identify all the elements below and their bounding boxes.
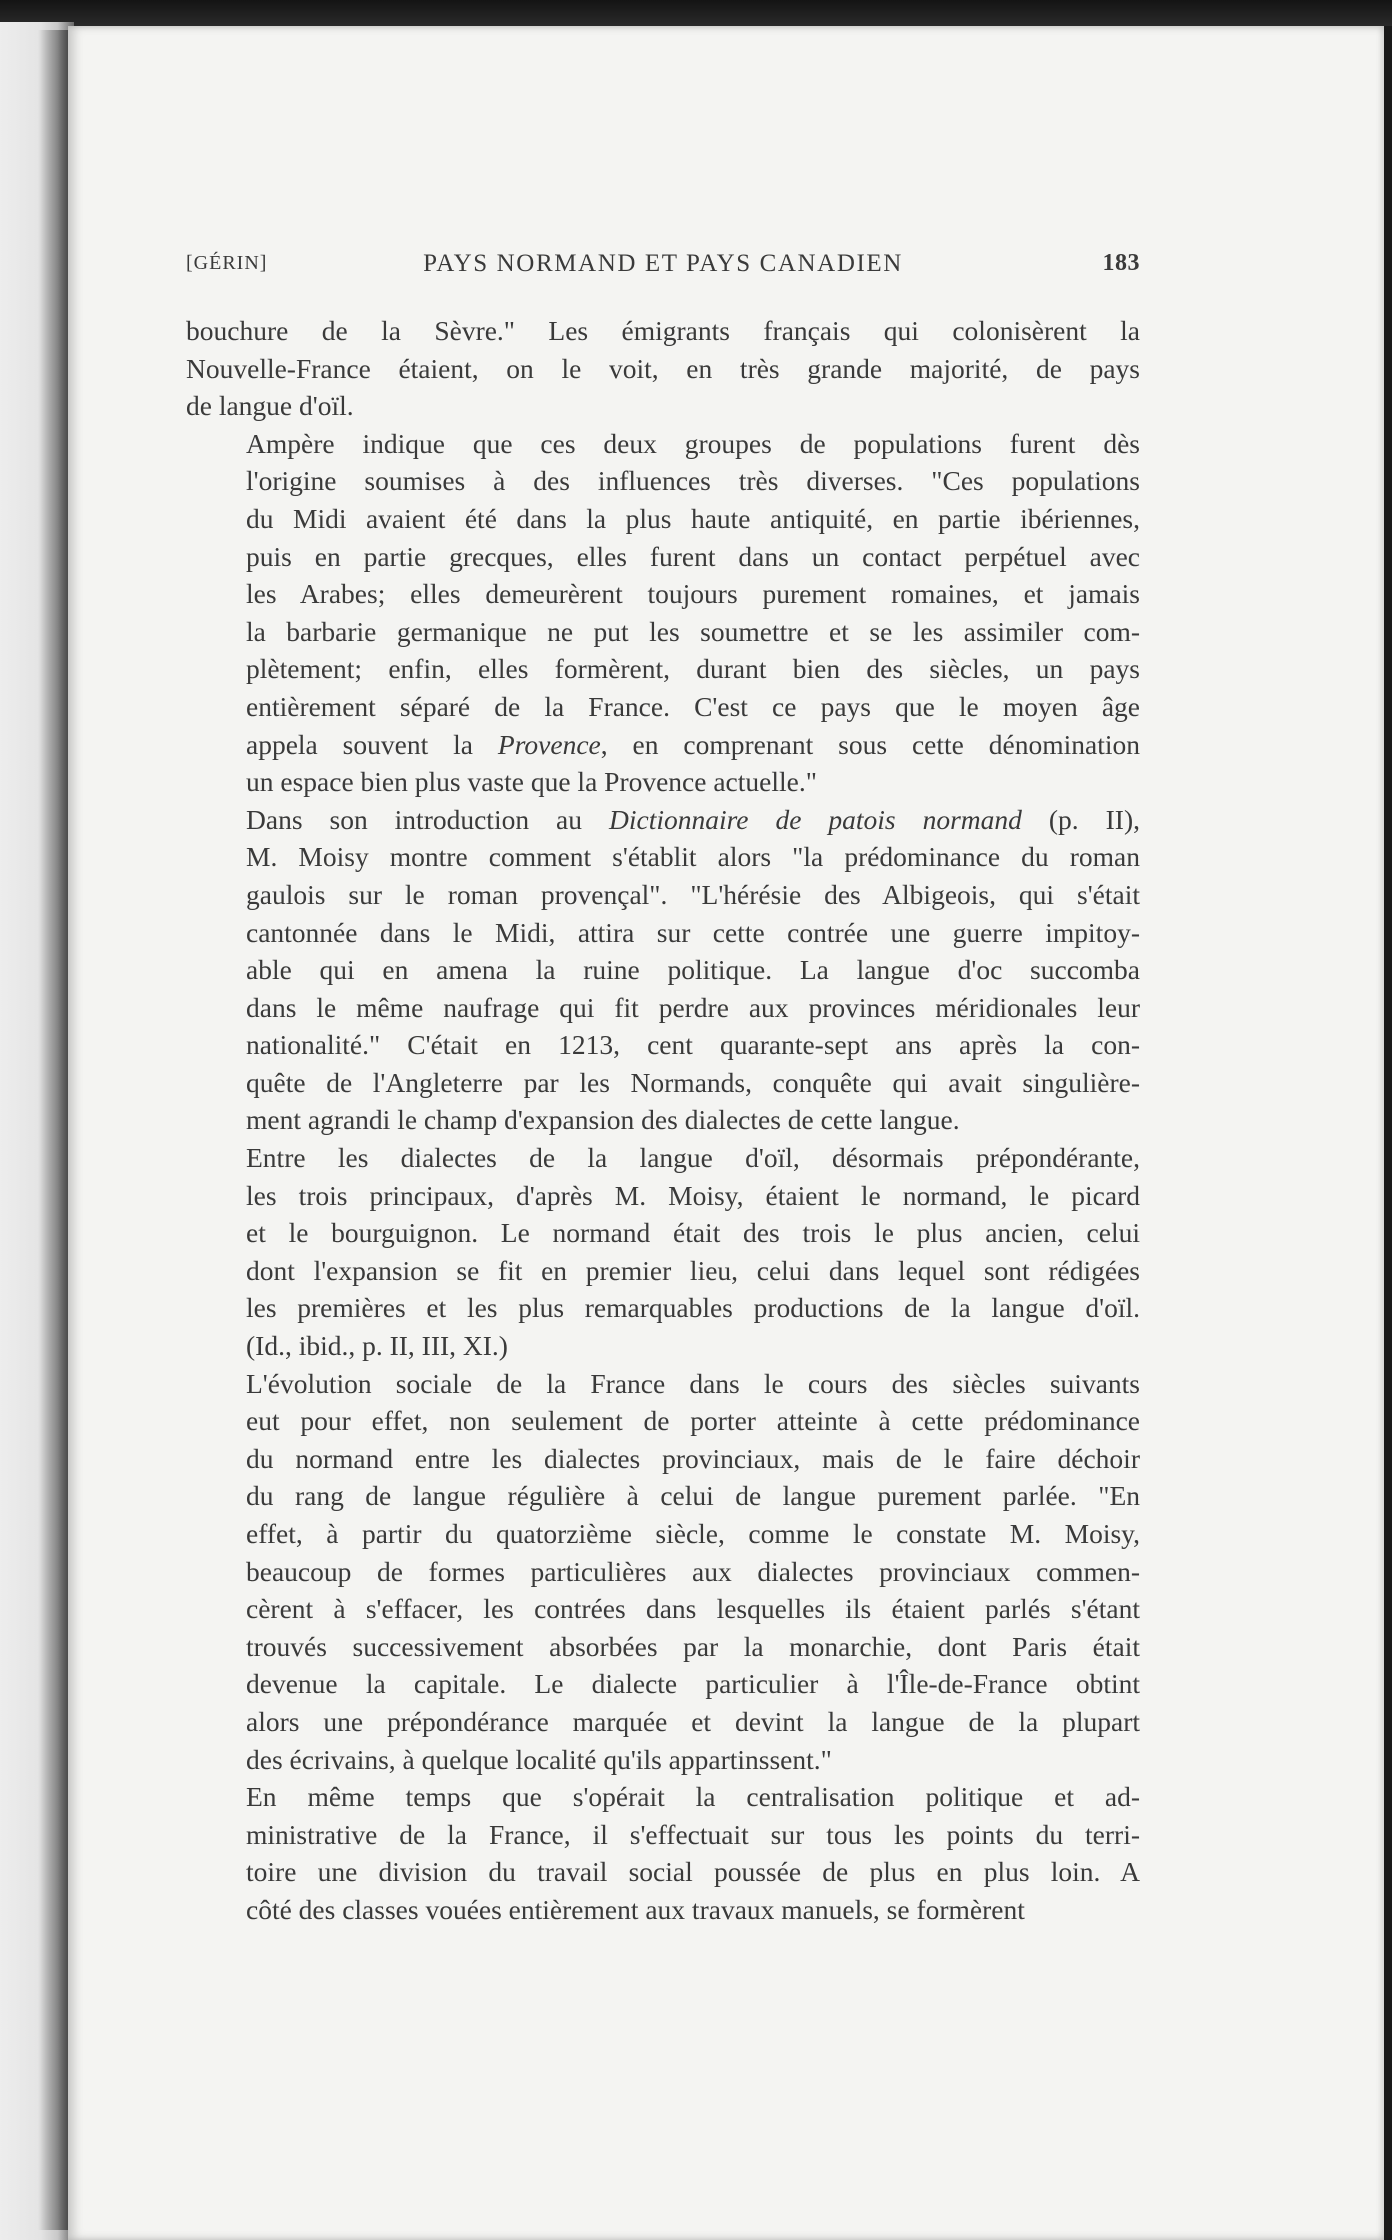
text-run: de langue d'oïl. (186, 390, 354, 422)
paragraph (186, 312, 1140, 425)
text-line (186, 1553, 1140, 1591)
book-gutter-shadow (38, 30, 68, 2230)
text-run: la barbarie germanique ne put les soumettre et se les assimiler com- (246, 615, 1140, 647)
text-run: able qui en amena la ruine politique. La langue d'oc succomba (246, 954, 1140, 986)
text-line (186, 1440, 1140, 1478)
text-line (186, 1289, 1140, 1327)
text-line (186, 763, 1140, 801)
text-run: devenue la capitale. Le dialecte particulier à l'Île-de-France obtint (246, 1668, 1140, 1700)
text-line (186, 876, 1140, 914)
text-run: un espace bien plus vaste que la Provence actuelle." (246, 766, 817, 798)
body-text (186, 312, 1140, 1929)
text-run: du rang de langue régulière à celui de langue purement parlée. "En (246, 1480, 1140, 1512)
text-run: et le bourguignon. Le normand était des trois le plus ancien, celui (246, 1217, 1140, 1249)
paragraph (186, 1778, 1140, 1928)
text-run: Entre les dialectes de la langue d'oïl, désormais prépondérante, (246, 1142, 1140, 1174)
text-line (186, 1515, 1140, 1553)
text-line (186, 350, 1140, 388)
text-line (186, 914, 1140, 952)
text-run: Dans son introduction au (246, 803, 609, 835)
text-line (186, 1064, 1140, 1102)
text-line (186, 1402, 1140, 1440)
text-run: côté des classes vouées entièrement aux travaux manuels, se formèrent (246, 1893, 1025, 1925)
text-line (186, 951, 1140, 989)
running-header (186, 246, 1140, 286)
text-run: bouchure de la Sèvre." Les émigrants français qui colonisèrent la (186, 315, 1140, 346)
text-run: (Id., ibid., p. II, III, XI.) (246, 1330, 508, 1362)
paragraph (186, 1139, 1140, 1365)
text-line (186, 1741, 1140, 1779)
text-line (186, 1214, 1140, 1252)
text-run: puis en partie grecques, elles furent dans un contact perpétuel avec (246, 540, 1140, 572)
text-line (186, 1590, 1140, 1628)
text-run: cèrent à s'effacer, les contrées dans lesquelles ils étaient parlés s'étant (246, 1593, 1140, 1625)
text-run: appela souvent la (246, 728, 498, 760)
text-run: des écrivains, à quelque localité qu'ils appartinssent." (246, 1743, 832, 1775)
text-line (186, 1778, 1140, 1816)
text-run: , en comprenant sous cette dénomination (600, 728, 1140, 760)
text-line (186, 1853, 1140, 1891)
paragraph (186, 425, 1140, 801)
scan-border-top (0, 0, 1392, 26)
text-run: gaulois sur le roman provençal". "L'hérésie des Albigeois, qui s'était (246, 878, 1140, 910)
text-line (186, 500, 1140, 538)
text-line (186, 1665, 1140, 1703)
author-tag: [GÉRIN] (186, 252, 268, 274)
text-run: ment agrandi le champ d'expansion des dialectes de cette langue. (246, 1104, 960, 1136)
text-run: alors une prépondérance marquée et devint la langue de la plupart (246, 1705, 1140, 1737)
text-line (186, 387, 1140, 425)
text-line (186, 1891, 1140, 1929)
text-line (186, 989, 1140, 1027)
text-run: L'évolution sociale de la France dans le cours des siècles suivants (246, 1367, 1140, 1399)
text-run: beaucoup de formes particulières aux dialectes provinciaux commen- (246, 1555, 1140, 1587)
text-run: entièrement séparé de la France. C'est ce pays que le moyen âge (246, 690, 1140, 722)
text-run: l'origine soumises à des influences très diverses. "Ces populations (246, 465, 1140, 497)
text-run: effet, à partir du quatorzième siècle, comme le constate M. Moisy, (246, 1518, 1140, 1549)
text-run: toire une division du travail social poussée de plus en plus loin. A (246, 1856, 1140, 1888)
text-line (186, 425, 1140, 463)
page-number: 183 (1102, 250, 1140, 276)
text-run: eut pour effet, non seulement de porter atteinte à cette prédominance (246, 1405, 1140, 1437)
text-line (186, 650, 1140, 688)
text-run: Ampère indique que ces deux groupes de populations furent dès (246, 427, 1140, 459)
text-run: dont l'expansion se fit en premier lieu, celui dans lequel sont rédigées (246, 1254, 1140, 1286)
text-line (186, 462, 1140, 500)
text-run: du Midi avaient été dans la plus haute antiquité, en partie ibériennes, (246, 502, 1140, 534)
text-run: Nouvelle-France étaient, on le voit, en très grande majorité, de pays (186, 352, 1140, 384)
text-line (186, 538, 1140, 576)
text-line (186, 1327, 1140, 1365)
text-run: les premières et les plus remarquables productions de la langue d'oïl. (246, 1292, 1140, 1324)
text-line (186, 1101, 1140, 1139)
text-line (186, 1703, 1140, 1741)
text-run: nationalité." C'était en 1213, cent quarante-sept ans après la con- (246, 1029, 1140, 1061)
text-line (186, 726, 1140, 764)
text-run: cantonnée dans le Midi, attira sur cette contrée une guerre impitoy- (246, 916, 1140, 948)
text-run: les Arabes; elles demeurèrent toujours purement romaines, et jamais (246, 578, 1140, 610)
text-line (186, 1252, 1140, 1290)
text-run: quête de l'Angleterre par les Normands, conquête qui avait singulière- (246, 1066, 1140, 1098)
text-run: trouvés successivement absorbées par la monarchie, dont Paris était (246, 1630, 1140, 1662)
text-line (186, 1816, 1140, 1854)
text-run: dans le même naufrage qui fit perdre aux provinces méridionales leur (246, 991, 1140, 1023)
text-line (186, 838, 1140, 876)
text-line (186, 1139, 1140, 1177)
text-line (186, 1365, 1140, 1403)
page-content (186, 246, 1140, 1929)
italic-title: Provence (497, 728, 601, 760)
text-run: M. Moisy montre comment s'établit alors "la prédominance du roman (246, 841, 1140, 873)
text-line (186, 613, 1140, 651)
text-run: plètement; enfin, elles formèrent, durant bien des siècles, un pays (246, 653, 1140, 685)
text-run: du normand entre les dialectes provinciaux, mais de le faire déchoir (246, 1442, 1140, 1474)
text-line (186, 1177, 1140, 1215)
text-run: les trois principaux, d'après M. Moisy, étaient le normand, le picard (246, 1179, 1140, 1211)
paragraph (186, 1365, 1140, 1779)
italic-title: Dictionnaire de patois normand (608, 803, 1022, 835)
text-line (186, 801, 1140, 839)
text-line (186, 575, 1140, 613)
text-line (186, 1026, 1140, 1064)
text-run: (p. II), (1021, 803, 1140, 835)
text-line (186, 312, 1140, 350)
text-run: ministrative de la France, il s'effectuait sur tous les points du terri- (246, 1818, 1140, 1850)
paragraph (186, 801, 1140, 1139)
running-title: PAYS NORMAND ET PAYS CANADIEN (423, 250, 903, 277)
text-run: En même temps que s'opérait la centralisation politique et ad- (246, 1781, 1140, 1813)
text-line (186, 688, 1140, 726)
text-line (186, 1628, 1140, 1666)
text-line (186, 1477, 1140, 1515)
